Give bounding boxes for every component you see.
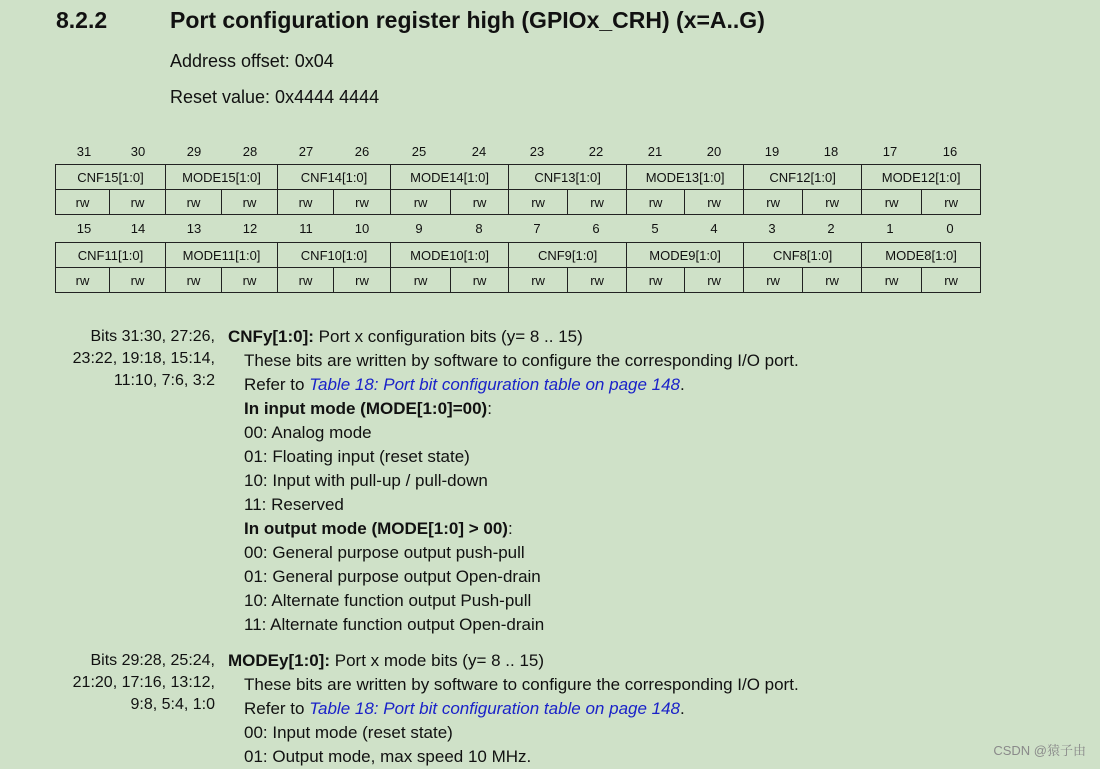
bit-number: 28 xyxy=(242,144,258,159)
output-mode-label: In output mode (MODE[1:0] > 00) xyxy=(244,519,508,538)
field-mode8: MODE8[1:0] xyxy=(862,243,981,268)
access-cell: rw xyxy=(568,190,627,215)
bit-number: 17 xyxy=(882,144,898,159)
field-cnf14: CNF14[1:0] xyxy=(278,165,391,190)
bit-number: 5 xyxy=(651,221,659,236)
bit-number: 6 xyxy=(592,221,600,236)
access-cell: rw xyxy=(278,190,334,215)
bit-number: 7 xyxy=(533,221,541,236)
field-mode11: MODE11[1:0] xyxy=(166,243,278,268)
access-cell: rw xyxy=(166,190,222,215)
access-cell: rw xyxy=(685,268,744,293)
refer-prefix: Refer to xyxy=(244,375,310,394)
cnf-refer xyxy=(244,373,799,397)
access-cell: rw xyxy=(222,268,278,293)
bit-number: 3 xyxy=(768,221,776,236)
bit-number: 24 xyxy=(471,144,487,159)
bit-number: 9 xyxy=(415,221,423,236)
mode-summary: Port x mode bits (y= 8 .. 15) xyxy=(330,651,545,670)
access-cell: rw xyxy=(922,190,981,215)
field-mode9: MODE9[1:0] xyxy=(627,243,744,268)
access-cell: rw xyxy=(744,268,803,293)
watermark: CSDN @猿子由 xyxy=(993,743,1086,758)
access-cell: rw xyxy=(568,268,627,293)
cnf-bits-line: 11:10, 7:6, 3:2 xyxy=(113,372,215,389)
access-cell: rw xyxy=(166,268,222,293)
input-item: 10: Input with pull-up / pull-down xyxy=(244,471,488,490)
access-cell: rw xyxy=(803,190,862,215)
access-cell: rw xyxy=(110,190,166,215)
table18-link[interactable]: Table 18: Port bit configuration table on page 148 xyxy=(309,375,681,394)
bit-number: 26 xyxy=(354,144,370,159)
register-table-lower xyxy=(55,242,981,293)
bit-number: 10 xyxy=(354,221,370,236)
access-cell: rw xyxy=(685,190,744,215)
field-mode13: MODE13[1:0] xyxy=(627,165,744,190)
access-cell: rw xyxy=(922,268,981,293)
mode-heading xyxy=(228,649,799,673)
field-cnf15: CNF15[1:0] xyxy=(56,165,166,190)
output-item: 10: Alternate function output Push-pull xyxy=(244,591,532,610)
bit-number: 20 xyxy=(706,144,722,159)
cnf-line1: These bits are written by software to configure the corresponding I/O port. xyxy=(244,351,799,370)
access-cell: rw xyxy=(862,190,922,215)
output-mode-heading xyxy=(244,517,799,541)
mode-item: 00: Input mode (reset state) xyxy=(244,723,453,742)
address-offset: Address offset: 0x04 xyxy=(170,51,334,71)
refer-suffix: . xyxy=(680,699,685,718)
bit-number: 14 xyxy=(130,221,146,236)
access-cell: rw xyxy=(451,190,509,215)
field-mode15: MODE15[1:0] xyxy=(166,165,278,190)
input-mode-label: In input mode (MODE[1:0]=00) xyxy=(244,399,488,418)
bit-number: 11 xyxy=(299,221,313,236)
field-cnf11: CNF11[1:0] xyxy=(56,243,166,268)
access-cell: rw xyxy=(278,268,334,293)
bit-number: 25 xyxy=(411,144,427,159)
register-table-upper xyxy=(55,164,981,215)
cnf-summary: Port x configuration bits (y= 8 .. 15) xyxy=(313,327,583,346)
mode-line1: These bits are written by software to configure the corresponding I/O port. xyxy=(244,675,799,694)
input-mode-heading xyxy=(244,397,799,421)
bit-number: 29 xyxy=(186,144,202,159)
bit-number: 2 xyxy=(827,221,835,236)
input-item: 11: Reserved xyxy=(244,495,344,514)
section-title: Port configuration register high (GPIOx_CRH) (x=A..G) xyxy=(170,7,765,33)
access-cell: rw xyxy=(56,268,110,293)
access-cell: rw xyxy=(391,190,451,215)
access-cell: rw xyxy=(509,190,568,215)
field-mode12: MODE12[1:0] xyxy=(862,165,981,190)
mode-bits-line: 21:20, 17:16, 13:12, xyxy=(72,674,215,691)
output-mode-colon: : xyxy=(507,519,513,538)
access-cell: rw xyxy=(391,268,451,293)
cnf-bits xyxy=(15,326,215,392)
field-mode10: MODE10[1:0] xyxy=(391,243,509,268)
bit-numbers-upper xyxy=(55,144,980,162)
mode-field-name: MODEy[1:0]: xyxy=(228,651,331,670)
bit-number: 1 xyxy=(886,221,894,236)
table18-link[interactable]: Table 18: Port bit configuration table on page 148 xyxy=(309,699,681,718)
refer-suffix: . xyxy=(680,375,685,394)
cnf-heading xyxy=(228,325,799,349)
access-cell: rw xyxy=(627,268,685,293)
bit-number: 22 xyxy=(588,144,604,159)
section-number: 8.2.2 xyxy=(56,7,108,33)
bit-number: 31 xyxy=(76,144,92,159)
field-cnf12: CNF12[1:0] xyxy=(744,165,862,190)
field-mode14: MODE14[1:0] xyxy=(391,165,509,190)
bit-number: 27 xyxy=(298,144,314,159)
input-mode-colon: : xyxy=(487,399,492,418)
bit-number: 0 xyxy=(946,221,954,236)
mode-bits xyxy=(15,650,215,716)
access-cell: rw xyxy=(862,268,922,293)
mode-description xyxy=(228,649,799,769)
access-cell: rw xyxy=(56,190,110,215)
access-cell: rw xyxy=(509,268,568,293)
cnf-field-name: CNFy[1:0]: xyxy=(228,327,314,346)
bit-number: 19 xyxy=(764,144,780,159)
access-cell: rw xyxy=(451,268,509,293)
access-cell: rw xyxy=(334,190,391,215)
field-cnf9: CNF9[1:0] xyxy=(509,243,627,268)
bit-number: 23 xyxy=(529,144,545,159)
bit-number: 13 xyxy=(186,221,202,236)
input-item: 00: Analog mode xyxy=(244,423,372,442)
mode-item: 01: Output mode, max speed 10 MHz. xyxy=(244,747,532,766)
output-item: 11: Alternate function output Open-drain xyxy=(244,615,545,634)
access-cell: rw xyxy=(110,268,166,293)
bit-number: 4 xyxy=(710,221,718,236)
field-cnf8: CNF8[1:0] xyxy=(744,243,862,268)
cnf-description xyxy=(228,325,799,637)
bit-number: 18 xyxy=(823,144,839,159)
access-cell: rw xyxy=(222,190,278,215)
refer-prefix: Refer to xyxy=(244,699,310,718)
field-cnf13: CNF13[1:0] xyxy=(509,165,627,190)
bit-number: 8 xyxy=(475,221,483,236)
access-cell: rw xyxy=(744,190,803,215)
mode-bits-line: 9:8, 5:4, 1:0 xyxy=(130,696,215,713)
mode-refer xyxy=(244,697,799,721)
cnf-bits-line: Bits 31:30, 27:26, xyxy=(90,328,215,345)
output-item: 00: General purpose output push-pull xyxy=(244,543,525,562)
output-item: 01: General purpose output Open-drain xyxy=(244,567,541,586)
access-cell: rw xyxy=(334,268,391,293)
reset-value: Reset value: 0x4444 4444 xyxy=(170,87,380,107)
access-cell: rw xyxy=(627,190,685,215)
input-item: 01: Floating input (reset state) xyxy=(244,447,470,466)
bit-numbers-lower xyxy=(55,221,980,239)
bit-number: 12 xyxy=(242,221,258,236)
access-cell: rw xyxy=(803,268,862,293)
field-cnf10: CNF10[1:0] xyxy=(278,243,391,268)
bit-number: 15 xyxy=(76,221,92,236)
bit-number: 30 xyxy=(130,144,146,159)
bit-number: 16 xyxy=(942,144,958,159)
bit-number: 21 xyxy=(647,144,663,159)
cnf-bits-line: 23:22, 19:18, 15:14, xyxy=(72,350,215,367)
mode-bits-line: Bits 29:28, 25:24, xyxy=(90,652,215,669)
